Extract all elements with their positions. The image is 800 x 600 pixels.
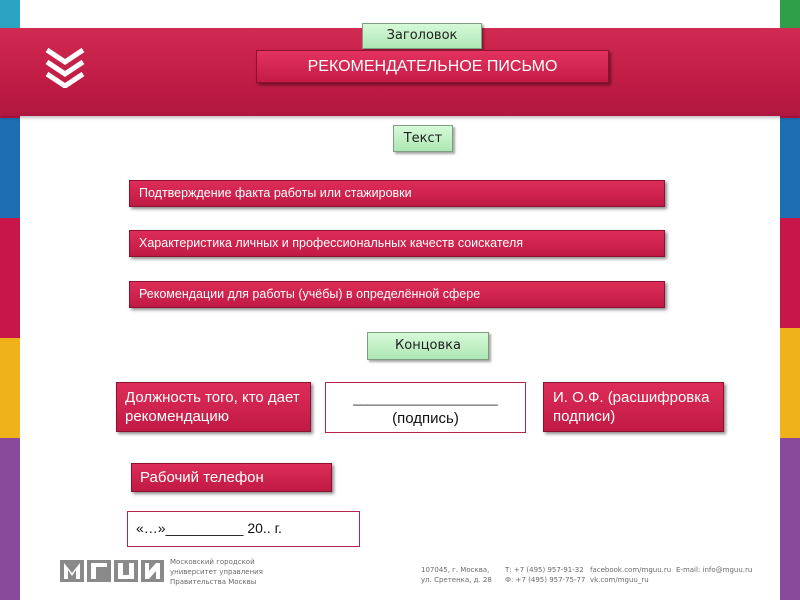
- footer-university-line: университет управления: [170, 568, 263, 576]
- body-item-qualities: Характеристика личных и профессиональных качеств соискателя: [129, 230, 665, 257]
- footer-facebook-link[interactable]: facebook.com/mguu.ru: [590, 566, 672, 574]
- strip-segment: [780, 438, 800, 600]
- body-item-work-confirmation: Подтверждение факта работы или стажировки: [129, 180, 665, 207]
- signature-label: (подпись): [392, 410, 459, 427]
- footer-address-line: 107045, г. Москва,: [421, 566, 490, 574]
- work-phone-text: Рабочий телефон: [140, 469, 264, 486]
- page-title: РЕКОМЕНДАТЕЛЬНОЕ ПИСЬМО: [256, 50, 609, 83]
- strip-segment: [0, 218, 20, 338]
- university-logo-icon: [60, 558, 164, 584]
- strip-segment: [0, 118, 20, 218]
- date-text: «…»__________ 20.. г.: [136, 520, 282, 536]
- strip-segment: [0, 0, 20, 28]
- footer-vk-link[interactable]: vk.com/mguu_ru: [590, 576, 649, 584]
- body-item-recommendations: Рекомендации для работы (учёбы) в определённой сфере: [129, 281, 665, 308]
- name-decoding-box: [543, 382, 724, 432]
- name-decoding-text: И. О.Ф. (расшифровка подписи): [553, 389, 710, 425]
- recommender-position-box: [116, 382, 311, 432]
- footer-university-name: [170, 557, 263, 587]
- strip-segment: [0, 438, 20, 600]
- signature-line: ____________________: [353, 391, 498, 406]
- signature-box: [325, 382, 526, 433]
- footer-university-line: Московский городской: [170, 558, 255, 566]
- footer-address: [421, 565, 492, 585]
- ending-section-tag: Концовка: [367, 332, 489, 360]
- footer-email[interactable]: E-mail: info@mguu.ru: [676, 566, 753, 574]
- footer-address-line: ул. Сретенка, д. 28: [421, 576, 492, 584]
- footer-phone-line: Т: +7 (495) 957-91-32: [505, 566, 584, 574]
- triple-chevron-down-icon: [44, 46, 86, 88]
- footer-phones: [505, 565, 585, 585]
- work-phone-box: [131, 463, 332, 492]
- strip-segment: [780, 118, 800, 218]
- strip-segment: [780, 218, 800, 328]
- text-section-tag: Текст: [393, 125, 453, 152]
- header-section-tag: Заголовок: [362, 23, 482, 49]
- footer-university-line: Правительства Москвы: [170, 578, 257, 586]
- recommender-position-text: Должность того, кто дает рекомендацию: [125, 389, 300, 425]
- footer-fax-line: Ф: +7 (495) 957-75-77: [505, 576, 586, 584]
- strip-segment: [780, 328, 800, 438]
- footer-social: [590, 565, 671, 585]
- strip-segment: [780, 0, 800, 28]
- strip-segment: [0, 338, 20, 438]
- date-box: [127, 511, 360, 547]
